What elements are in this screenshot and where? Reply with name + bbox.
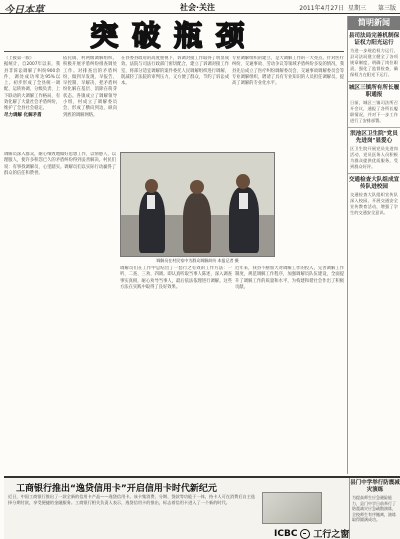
advertisement [4, 476, 400, 539]
column-1b-text: 依托镇、村两级调解组织，积极开展矛盾纠纷排查调处工作。对排查出的矛盾纠纷，做到早发现、早报告、早控制、早解决，把矛盾纠纷化解在基层、消除在萌芽状态。各镇成立了调解领导小组，村成立了调解委员会，形成了横向到边、纵向到底的调解网络。 [63, 56, 117, 118]
article-column-2 [121, 56, 229, 150]
sidebar-header: 简明新闻 [348, 16, 400, 30]
brief-title: 泯池区卫生院"党员先进岗"显爱心 [350, 131, 398, 144]
icbc-logo [274, 527, 349, 539]
ad-side-news [349, 478, 400, 539]
column-3-text: 专业调解组织的建立，是大调解工作的一大亮点。针对医疗纠纷、交通事故、劳动争议等领域矛盾纠纷多发的情况，我县先后成立了医疗纠纷调解委员会、交通事故调解委员会等专业调解组织，聘请了具有专业知识的人员担任调解员，提高了调解的专业化水平。 [232, 56, 344, 87]
photo-caption: 调解员在村民家中为群众调解纠纷 本报记者 摄 [156, 258, 239, 263]
article-column-1b [63, 56, 117, 151]
brief-body: 交通检查大队组织宣传队深入校园，开展交通安全宣传教育活动，增强了学生的交通安全意识。 [350, 192, 398, 215]
brief-title: 交通检查大队组成宣传队进校园 [348, 177, 400, 190]
news-brief-sidebar [347, 16, 400, 474]
issue-weekday: 星期三 [347, 5, 366, 12]
page-number: 第三版 [377, 5, 396, 12]
column-6-text: 近年来，我县不断加大对调解工作的投入，完善调解工作制度，规范调解工作程序，加强调解员队伍建设，全面提升了调解工作的质量和水平，为构建和谐社会作出了积极贡献。 [235, 266, 344, 290]
icbc-mark-icon [300, 529, 310, 539]
brief-body: 为进一步规范权力运行，县司法局建立健全了各项规章制度，明确了岗位职责，强化了监督检查，确保权力在阳光下运行。 [350, 48, 398, 77]
ad-title: 工商银行推出“逸贷信用卡”开启信用卡时代新纪元 [16, 484, 217, 494]
column-5-text: 调解员们在工作中总结出了一套行之有效的工作方法：一听、二查、三劝、四调。即认真听取当事人陈述，深入调查事实真相，耐心劝导当事人，最后依法依理进行调解。这些方法在实践中取得了良好效果。 [120, 266, 232, 290]
news-photo [120, 152, 275, 257]
ad-text: 近日，中国工商银行推出了一款全新的信用卡产品——逸贷信用卡。该卡集消费、分期、贷款等功能于一体，持卡人可在消费后自主选择分期付款，享受便捷的金融服务。工商银行相关负责人表示，逸贷信用卡的推出，标志着信用卡进入了一个新的时代。 [8, 494, 256, 506]
side-news-body: 为提高师生应急避险能力，县门中学日前举行了防震减灾应急疏散演练，全校师生有序撤离，演练取得圆满成功。 [352, 495, 396, 523]
ad-image [262, 492, 322, 524]
icbc-logo-cn: 工行之窗 [313, 530, 350, 539]
page-headline: 突破瓶颈 [89, 18, 258, 52]
divider [348, 173, 400, 174]
newspaper-logo: 今日本草 [4, 5, 44, 16]
brief-title: 县司法局完善机制保证权力阳光运行 [348, 33, 400, 46]
divider [348, 81, 400, 82]
section-title: 社会·关注 [180, 3, 216, 12]
divider [348, 127, 400, 128]
section-subtitle: 尽力调解 化解矛盾 [4, 112, 42, 118]
article-column-5 [120, 266, 232, 474]
headline-area [4, 16, 344, 52]
brief-body: 区卫生院开展党员先进岗活动，党员医务人员积极为群众提供优质服务，受到群众好评。 [350, 146, 398, 169]
continuation-note: （上接第一版） [4, 56, 35, 61]
column-4-text: 调解员深入群众，耐心细致地做好思想工作，以情感人、以理服人，使许多积怨已久的矛盾纠纷得到妥善解决。村民们说：有事找调解员，心里踏实。调解员们以实际行动赢得了群众的信任和赞誉。 [4, 152, 116, 176]
column-1-text: 据统计，自2007年以来，我县非诉讼调解了纠纷900余件，调处成功率达95%以上。初步形成了全县统一调配、运转协调、分级负责、上下联动的大调解工作格局，有效化解了大量社会矛盾纠纷，维护了全县社会稳定。 [4, 62, 60, 112]
icbc-logo-text: ICBC [274, 528, 298, 539]
article-column-6 [235, 266, 344, 474]
masthead [0, 0, 400, 14]
brief-body: 日前，城区三镇司法所召开会议，通报了各所长履职情况，并对下一步工作进行了安排部署。 [350, 100, 398, 123]
article-column-1 [4, 56, 60, 151]
issue-date: 2011年4月27日 [299, 5, 344, 12]
article-column-3 [232, 56, 344, 150]
column-2-text: 在县委县政府的高度重视下，诉调对接工作取得了明显成效。法院与司法行政部门密切配合，建立了诉调对接工作室，将部分适宜调解的案件委托人民调解组织进行调解，既减轻了法院的审判压力，又方便了群众，节约了诉讼成本。 [121, 56, 229, 87]
brief-title: 城区三镇所有所长履职通报 [348, 85, 400, 98]
article-column-4 [4, 152, 116, 474]
side-news-title: 县门中学举行防震减灾演练 [350, 480, 400, 493]
